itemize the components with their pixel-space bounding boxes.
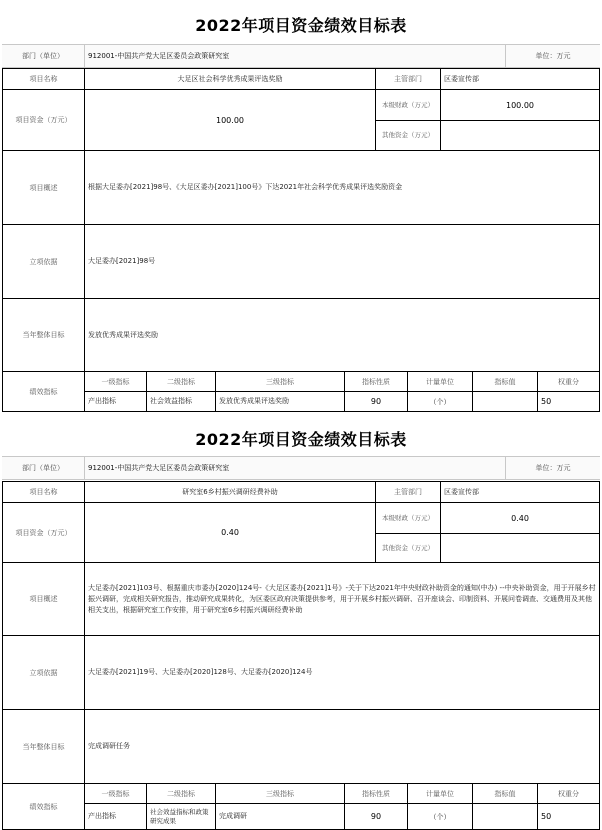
basis-text: 大足委办[2021]19号、大足委办[2020]128号、大足委办[2020]124号 [84,635,600,710]
basis-text: 大足委办[2021]98号 [84,224,600,299]
metric-header-value: 指标值 [472,371,538,392]
other-fund-label: 其他资金（万元） [375,533,441,563]
overview-text: 大足委办[2021]103号、根据重庆市委办[2020]124号-《大足区委办[2021]1号》-关于下达2021年中央财政补助资金的通知(中办) --中央补助资金，用于开展乡村振兴调研，完成相关研究报告，推动研究成果转化，为区委区政府决策提供参考，用于开展乡村振兴调研、召开座谈会、印制资料、开展问卷调查、交通费用及其他相关支出，根据研究室工作安排，用于研究室6乡村振兴调研经费补助 [84,562,600,636]
basis-label: 立项依据 [2,224,85,299]
metric-cell-value [472,803,538,830]
metric-cell-level1: 产出指标 [84,391,147,412]
other-fund-label: 其他资金（万元） [375,120,441,151]
fund-value: 0.40 [84,502,376,563]
metric-header-level2: 二级指标 [146,371,216,392]
metric-header-unit: 计量单位 [407,783,473,804]
metric-label: 绩效指标 [2,783,85,830]
unit-label: 部门（单位） [2,457,85,479]
fund-label: 项目资金（万元） [2,502,85,563]
metric-cell-nature: 90 [344,803,408,830]
sheet-title: 2022年项目资金绩效目标表 [195,16,407,35]
unit-row [2,456,600,480]
metric-header-level1: 一级指标 [84,371,147,392]
goal-text: 发放优秀成果评选奖励 [84,298,600,372]
metric-header-level3: 三级指标 [215,783,345,804]
metric-header-unit: 计量单位 [407,371,473,392]
competent-dept-label: 主管部门 [375,68,441,90]
metric-header-nature: 指标性质 [344,371,408,392]
metric-cell-level2: 社会效益指标 [146,391,216,412]
other-fund-value [440,533,600,563]
metric-cell-level2: 社会效益指标和政策研究成果 [146,803,216,830]
metric-header-weight: 权重分 [537,371,600,392]
project-name-value: 研究室6乡村振兴调研经费补助 [84,481,376,503]
project-name-label: 项目名称 [2,68,85,90]
unit-row [2,44,600,68]
project-name-value: 大足区社会科学优秀成果评选奖励 [84,68,376,90]
goal-text: 完成调研任务 [84,709,600,784]
metric-header-level1: 一级指标 [84,783,147,804]
project-name-label: 项目名称 [2,481,85,503]
metric-header-level3: 三级指标 [215,371,345,392]
metric-cell-unit: （个） [407,391,473,412]
metric-cell-value [472,391,538,412]
fund-label: 项目资金（万元） [2,89,85,151]
goal-label: 当年整体目标 [2,709,85,784]
unit-value: 912001-中国共产党大足区委员会政策研究室 [88,52,230,60]
fund-value: 100.00 [84,89,376,151]
local-fund-label: 本级财政（万元） [375,502,441,534]
metric-label: 绩效指标 [2,371,85,412]
other-fund-value [440,120,600,151]
overview-label: 项目概述 [2,562,85,636]
metric-header-nature: 指标性质 [344,783,408,804]
metric-header-value: 指标值 [472,783,538,804]
metric-header-level2: 二级指标 [146,783,216,804]
metric-cell-unit: （个） [407,803,473,830]
overview-label: 项目概述 [2,150,85,225]
metric-cell-nature: 90 [344,391,408,412]
currency-label: 单位：万元 [505,45,600,67]
local-fund-label: 本级财政（万元） [375,89,441,121]
competent-dept-label: 主管部门 [375,481,441,503]
local-fund-value: 0.40 [440,502,600,534]
unit-label: 部门（单位） [2,45,85,67]
local-fund-value: 100.00 [440,89,600,121]
competent-dept-value: 区委宣传部 [440,68,600,90]
basis-label: 立项依据 [2,635,85,710]
sheet-title: 2022年项目资金绩效目标表 [195,430,407,449]
metric-cell-level3: 发放优秀成果评选奖励 [215,391,345,412]
competent-dept-value: 区委宣传部 [440,481,600,503]
goal-label: 当年整体目标 [2,298,85,372]
metric-cell-level3: 完成调研 [215,803,345,830]
metric-header-weight: 权重分 [537,783,600,804]
metric-cell-weight: 50 [537,391,600,412]
metric-cell-level1: 产出指标 [84,803,147,830]
overview-text: 根据大足委办[2021]98号、《大足区委办[2021]100号》下达2021年社会科学优秀成果评选奖励资金 [84,150,600,225]
unit-value: 912001-中国共产党大足区委员会政策研究室 [88,464,230,472]
metric-cell-weight: 50 [537,803,600,830]
currency-label: 单位：万元 [505,457,600,479]
